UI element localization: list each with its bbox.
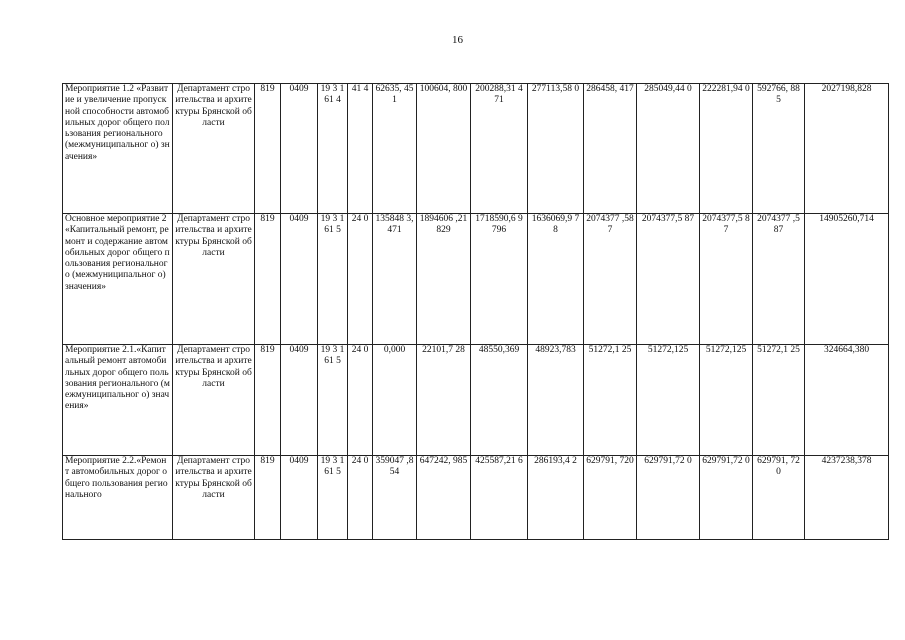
table-row xyxy=(63,456,889,540)
grbs-code-cell: 819 xyxy=(255,214,281,345)
value-cell: 647242, 985 xyxy=(417,456,471,540)
value-cell: 135848 3,471 xyxy=(373,214,417,345)
value-cell: 286458, 417 xyxy=(584,84,637,214)
vr-code-cell: 41 4 xyxy=(348,84,373,214)
csr-code-cell: 19 3 161 5 xyxy=(318,214,348,345)
value-cell: 2074377,5 87 xyxy=(700,214,753,345)
event-name-cell: Мероприятие 2.1.«Капитальный ремонт автомобильных дорог общего пользования регионального (межмуниципальног о) значения» xyxy=(63,345,173,456)
department-cell: Департамент строительства и архитектуры Брянской области xyxy=(173,84,255,214)
value-cell: 2074377 ,587 xyxy=(584,214,637,345)
value-cell: 2074377,5 87 xyxy=(637,214,700,345)
total-cell: 2027198,828 xyxy=(805,84,889,214)
value-cell: 629791,72 0 xyxy=(700,456,753,540)
value-cell: 48550,369 xyxy=(471,345,528,456)
value-cell: 51272,125 xyxy=(700,345,753,456)
csr-code-cell: 19 3 161 4 xyxy=(318,84,348,214)
grbs-code-cell: 819 xyxy=(255,84,281,214)
table-row xyxy=(63,84,889,214)
table-body xyxy=(63,84,889,540)
value-cell: 1636069,9 78 xyxy=(528,214,584,345)
rzpr-code-cell: 0409 xyxy=(281,456,318,540)
value-cell: 22101,7 28 xyxy=(417,345,471,456)
csr-code-cell: 19 3 161 5 xyxy=(318,456,348,540)
department-cell: Департамент строительства и архитектуры Брянской области xyxy=(173,456,255,540)
rzpr-code-cell: 0409 xyxy=(281,345,318,456)
value-cell: 51272,1 25 xyxy=(584,345,637,456)
value-cell: 629791, 720 xyxy=(753,456,805,540)
value-cell: 2074377 ,587 xyxy=(753,214,805,345)
table-row xyxy=(63,345,889,456)
value-cell: 51272,1 25 xyxy=(753,345,805,456)
grbs-code-cell: 819 xyxy=(255,345,281,456)
event-name-cell: Мероприятие 2.2.«Ремонт автомобильных дорог общего пользования регионального xyxy=(63,456,173,540)
value-cell: 222281,94 0 xyxy=(700,84,753,214)
department-cell: Департамент строительства и архитектуры Брянской области xyxy=(173,214,255,345)
page-number: 16 xyxy=(452,34,463,46)
value-cell: 51272,125 xyxy=(637,345,700,456)
rzpr-code-cell: 0409 xyxy=(281,84,318,214)
value-cell: 286193,4 2 xyxy=(528,456,584,540)
value-cell: 200288,31 471 xyxy=(471,84,528,214)
rzpr-code-cell: 0409 xyxy=(281,214,318,345)
grbs-code-cell: 819 xyxy=(255,456,281,540)
event-name-cell: Мероприятие 1.2 «Развитие и увеличение пропускной способности автомобильных дорог общего пользования регионального (межмуниципальног о) значения» xyxy=(63,84,173,214)
value-cell: 62635, 451 xyxy=(373,84,417,214)
value-cell: 48923,783 xyxy=(528,345,584,456)
total-cell: 324664,380 xyxy=(805,345,889,456)
value-cell: 592766, 885 xyxy=(753,84,805,214)
value-cell: 285049,44 0 xyxy=(637,84,700,214)
vr-code-cell: 24 0 xyxy=(348,214,373,345)
csr-code-cell: 19 3 161 5 xyxy=(318,345,348,456)
value-cell: 1718590,6 9796 xyxy=(471,214,528,345)
vr-code-cell: 24 0 xyxy=(348,456,373,540)
value-cell: 359047 ,854 xyxy=(373,456,417,540)
total-cell: 4237238,378 xyxy=(805,456,889,540)
value-cell: 629791,72 0 xyxy=(637,456,700,540)
event-name-cell: Основное мероприятие 2 «Капитальный ремонт, ремонт и содержание автомобильных дорог общего пользования регионального (межмуниципальног о) значения» xyxy=(63,214,173,345)
department-cell: Департамент строительства и архитектуры Брянской области xyxy=(173,345,255,456)
value-cell: 425587,21 6 xyxy=(471,456,528,540)
value-cell: 0,000 xyxy=(373,345,417,456)
table-row xyxy=(63,214,889,345)
total-cell: 14905260,714 xyxy=(805,214,889,345)
value-cell: 100604, 800 xyxy=(417,84,471,214)
value-cell: 1894606 ,21829 xyxy=(417,214,471,345)
budget-table xyxy=(62,83,889,540)
vr-code-cell: 24 0 xyxy=(348,345,373,456)
value-cell: 629791, 720 xyxy=(584,456,637,540)
value-cell: 277113,58 0 xyxy=(528,84,584,214)
